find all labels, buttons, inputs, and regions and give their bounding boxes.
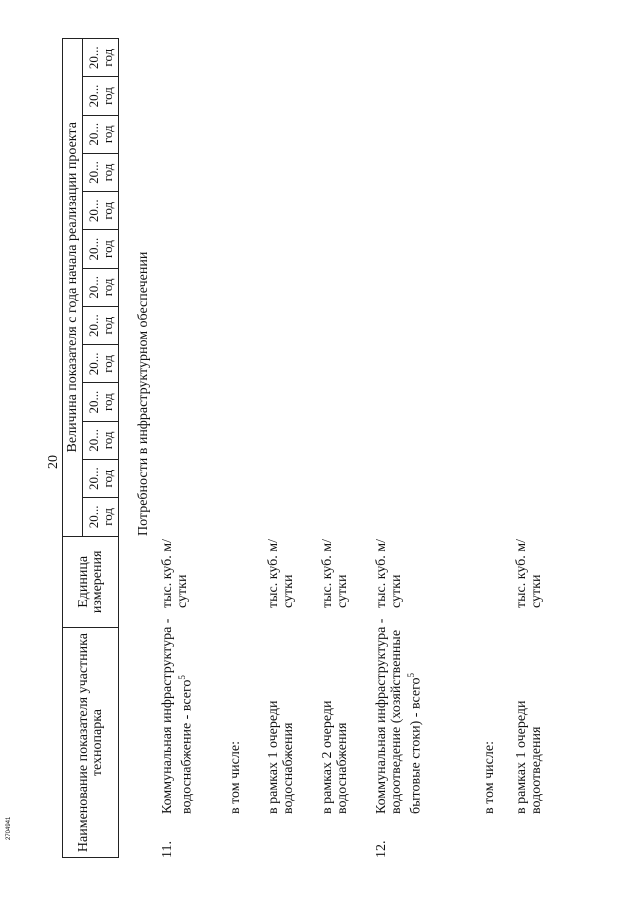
year-cell: 20... год [83, 383, 119, 421]
row-name [482, 614, 497, 814]
row-unit: тыс. куб. м/ сутки [160, 538, 190, 608]
year-cell: 20... год [83, 230, 119, 268]
year-cell: 20... год [83, 498, 119, 536]
year-cell: 20... год [83, 77, 119, 115]
header-name-cell: Наименование показателя участника технопарка [63, 628, 119, 858]
row-name-text: в рамках 1 очереди водоотведения [514, 700, 544, 814]
year-cell: 20... год [83, 153, 119, 191]
year-cell: 20... год [83, 460, 119, 498]
row-unit: тыс. куб. м/ сутки [374, 538, 404, 608]
row-name-text: Коммунальная инфраструктура - водоотведение (хозяйственные бытовые стоки) - всего [374, 618, 424, 814]
year-cell: 20... год [83, 306, 119, 344]
year-cell: 20... год [83, 345, 119, 383]
row-name-text: Коммунальная инфраструктура - водоснабжение - всего [160, 618, 195, 814]
rotated-table [62, 38, 544, 858]
footnote-ref: 5 [406, 673, 416, 678]
row-number: 11. [160, 841, 175, 858]
row-name-text: в рамках 1 очереди водоснабжения [266, 700, 296, 814]
footnote-ref: 5 [177, 675, 187, 680]
page-number: 20 [46, 455, 61, 469]
document-id: 2704941 [6, 816, 12, 840]
row-name [514, 614, 544, 814]
row-number: 12. [374, 840, 389, 858]
row-name [266, 614, 296, 814]
year-cell: 20... год [83, 268, 119, 306]
row-name [160, 614, 195, 814]
year-cell: 20... год [83, 192, 119, 230]
section-title: Потребности в инфраструктурном обеспечении [136, 251, 151, 536]
header-table [62, 38, 119, 858]
year-cell: 20... год [83, 421, 119, 459]
row-unit: тыс. куб. м/ сутки [266, 538, 296, 608]
row-name-text: в рамках 2 очереди водоснабжения [320, 700, 350, 814]
year-cell: 20... год [83, 115, 119, 153]
year-cell: 20... год [83, 39, 119, 77]
row-unit: тыс. куб. м/ сутки [320, 538, 350, 608]
header-unit-cell: Единица измерения [63, 536, 119, 628]
row-name [374, 614, 424, 814]
row-name-text: в том числе: [482, 741, 497, 814]
row-name-text: в том числе: [228, 741, 243, 814]
row-unit: тыс. куб. м/ сутки [514, 538, 544, 608]
row-name [228, 614, 243, 814]
header-values-cell: Величина показателя с года начала реализации проекта [63, 39, 83, 537]
row-name [320, 614, 350, 814]
